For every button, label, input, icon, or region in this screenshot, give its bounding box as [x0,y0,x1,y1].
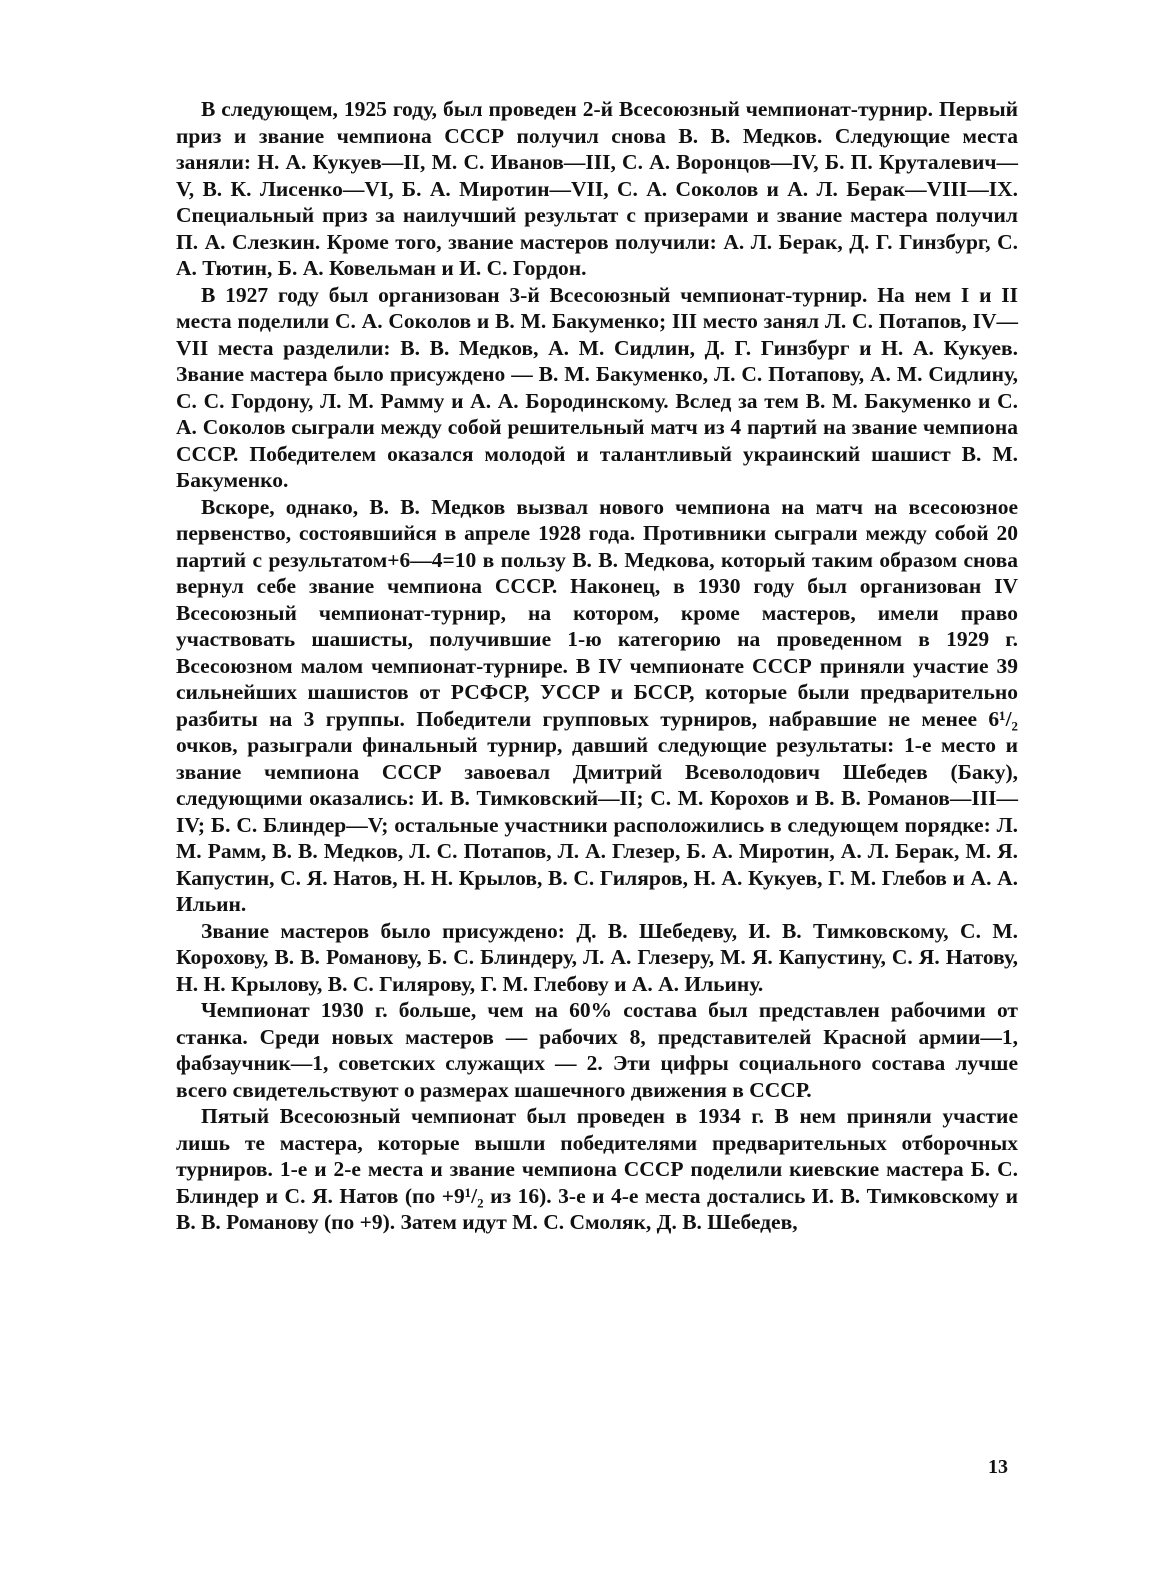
paragraph-social-composition: Чемпионат 1930 г. больше, чем на 60% состава был представлен рабочими от станка. Среди новых мастеров — рабочих 8, представителей Красной армии—1, фабзаучник—1, советских служащих — 2. Эти цифры социального состава лучше всего свидетельствуют о размерах шашечного движения в СССР. [176,998,1018,1102]
page-number: 13 [988,1456,1008,1478]
paragraph-1925-championship: В следующем, 1925 году, был проведен 2-й Всесоюзный чемпионат-турнир. Первый приз и звание чемпиона СССР получил снова В. В. Медков. Следующие места заняли: Н. А. Кукуев—II, М. С. Иванов—III, С. А. Воронцов—IV, Б. П. Круталевич—V, В. К. Лисенко—VI, Б. А. Миротин—VII, С. А. Соколов и А. Л. Берак—VIII—IX. Специальный приз за наилучший результат с призерами и звание мастера получил П. А. Слезкин. Кроме того, звание мастеров получили: А. Л. Берак, Д. Г. Гинзбург, С. А. Тютин, Б. А. Ковельман и И. С. Гордон. [176,97,1018,280]
paragraph-masters-awarded: Звание мастеров было присуждено: Д. В. Шебедеву, И. В. Тимковскому, С. М. Корохову, В. В. Романову, Б. С. Блиндеру, Л. А. Глезеру, М. Я. Капустину, С. Я. Натову, Н. Н. Крылову, В. С. Гилярову, Г. М. Глебову и А. А. Ильину. [176,918,1018,996]
paragraph-1928-1930-championship: Вскоре, однако, В. В. Медков вызвал нового чемпиона на матч на всесоюзное первенство, состоявшийся в апреле 1928 года. Противники сыграли между собой 20 партий с результатом+6—4=10 в пользу В. В. Медкова, который таким образом снова вернул себе звание чемпиона СССР. Наконец, в 1930 году был организован IV Всесоюзный чемпионат-турнир, на котором, кроме мастеров, имели право участвовать шашисты, получившие 1-ю категорию на проведенном в 1929 г. Всесоюзном малом чемпионат-турнире. В IV чемпионате СССР приняли участие 39 сильнейших шашистов от РСФСР, УССР и БССР, которые были предварительно разбиты на 3 группы. Победители групповых турниров, набравшие не менее 6¹/₂ очков, разыграли финальный турнир, давший следующие результаты: 1-е место и звание чемпиона СССР завоевал Дмитрий Всеволодович Шебедев (Баку), следующими оказались: И. В. Тимковский—II; С. М. Корохов и В. В. Романов—III—IV; Б. С. Блиндер—V; остальные участники расположились в следующем порядке: Л. М. Рамм, В. В. Медков, Л. С. Потапов, Л. А. Глезер, Б. А. Миротин, А. Л. Берак, М. Я. Капустин, С. Я. Натов, Н. Н. Крылов, В. С. Гиляров, Н. А. Кукуев, Г. М. Глебов и А. А. Ильин. [176,494,1018,916]
paragraph-1927-championship: В 1927 году был организован 3-й Всесоюзный чемпионат-турнир. На нем I и II места поделили С. А. Соколов и В. М. Бакуменко; III место занял Л. С. Потапов, IV—VII места разделили: В. В. Медков, А. М. Сидлин, Д. Г. Гинзбург и Н. А. Кукуев. Звание мастера было присуждено — В. М. Бакуменко, Л. С. Потапову, А. М. Сидлину, С. С. Гордону, Л. М. Рамму и А. А. Бородинскому. Вслед за тем В. М. Бакуменко и С. А. Соколов сыграли между собой решительный матч из 4 партий на звание чемпиона СССР. Победителем оказался молодой и талантливый украинский шашист В. М. Бакуменко. [176,282,1018,492]
page-body [176,96,1018,1236]
paragraph-1934-championship: Пятый Всесоюзный чемпионат был проведен в 1934 г. В нем приняли участие лишь те мастера, которые вышли победителями предварительных отборочных турниров. 1-е и 2-е места и звание чемпиона СССР поделили киевские мастера Б. С. Блиндер и С. Я. Натов (по +9¹/₂ из 16). 3-е и 4-е места достались И. В. Тимковскому и В. В. Романову (по +9). Затем идут М. С. Смоляк, Д. В. Шебедев, [176,1104,1018,1234]
